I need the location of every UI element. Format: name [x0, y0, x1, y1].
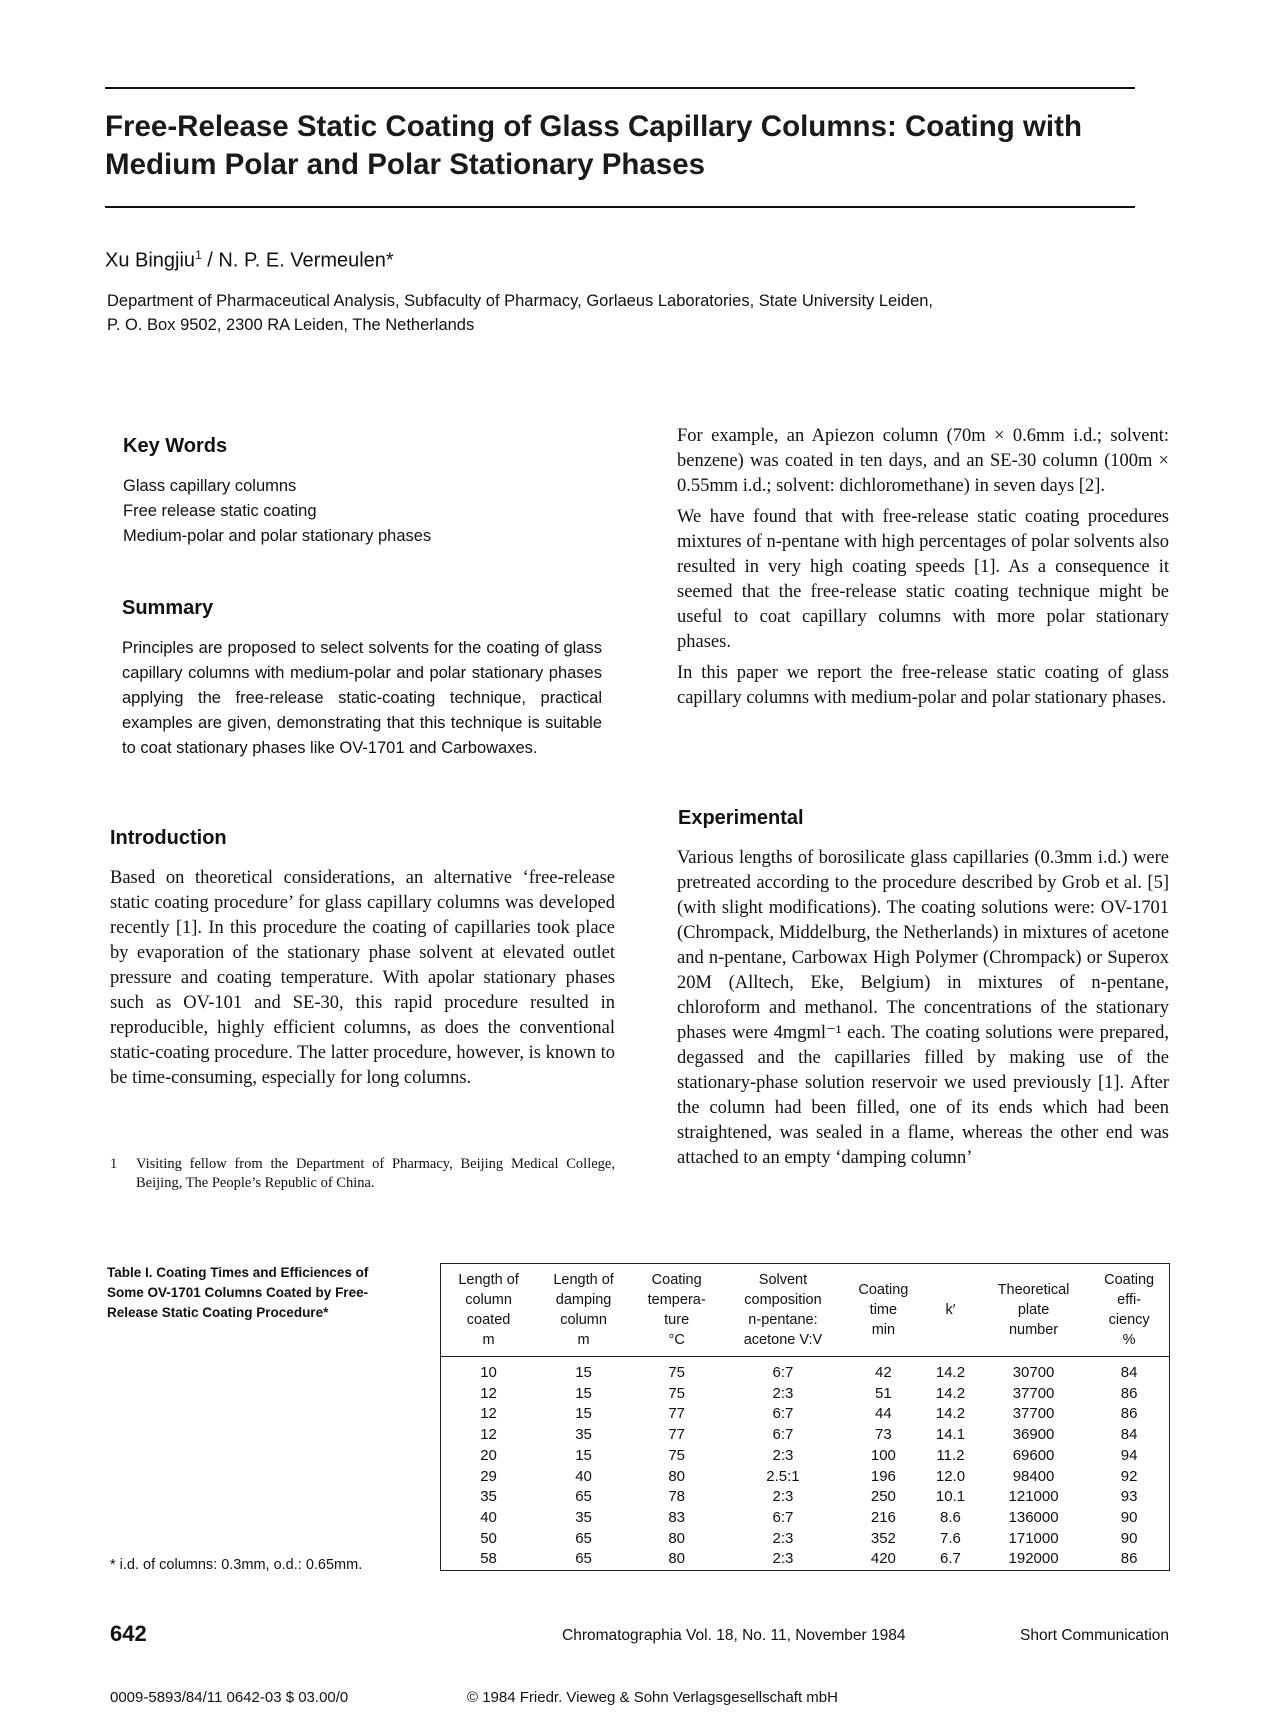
table-footnote: * i.d. of columns: 0.3mm, o.d.: 0.65mm.: [110, 1557, 363, 1573]
header-line: damping: [555, 1292, 612, 1308]
introduction-heading: Introduction: [110, 827, 227, 849]
table-cell: 15: [575, 1405, 592, 1423]
header-line: n-pentane:: [748, 1312, 818, 1328]
header-line: Coating: [1104, 1272, 1155, 1288]
header-line: %: [1122, 1332, 1136, 1348]
table-header-cell: [1089, 1264, 1169, 1357]
table-header-cell: [631, 1264, 722, 1357]
paragraph: For example, an Apiezon column (70m × 0.6mm i.d.; solvent: benzene) was coated in ten days, and an SE-30 column (100m × 0.55mm i.d.; solvent: dichloromethane) in seven days [2].: [677, 426, 1169, 496]
affiliation-line-2: P. O. Box 9502, 2300 RA Leiden, The Netherlands: [107, 316, 475, 334]
header-line: Coating: [858, 1282, 909, 1298]
table-cell: 2:3: [772, 1488, 794, 1506]
table-cell: 65: [575, 1529, 592, 1547]
experimental-heading: Experimental: [678, 807, 804, 829]
table-header-cell: [536, 1264, 631, 1357]
table-cell: 40: [480, 1508, 497, 1526]
table-cell: 14.2: [935, 1405, 966, 1423]
table-cell: 6.7: [940, 1550, 961, 1568]
table-row: [441, 1384, 1170, 1405]
table-cell: 14.1: [935, 1426, 966, 1444]
table-header-cell: [978, 1264, 1089, 1357]
title-bottom-rule: [105, 206, 1135, 208]
table-header-cell: [923, 1264, 978, 1357]
table-cell: 78: [668, 1488, 685, 1506]
table-caption: [107, 1263, 397, 1323]
article-type: Short Communication: [1020, 1627, 1170, 1644]
header-line: ture: [664, 1312, 690, 1328]
header-line: tempera-: [647, 1292, 706, 1308]
table-cell: 83: [668, 1508, 685, 1526]
introduction-text: Based on theoretical considerations, an alternative ‘free-release static coating procedure’ for glass capillary columns was developed recently [1]. In this procedure the coating of capillaries took place by evaporation of the stationary phase solvent at elevated outlet pressure and coating temperature. With apolar stationary phases such as OV-101 and SE-30, this rapid procedure resulted in reproducible, highly efficient columns, as does the conventional static-coating procedure. The latter procedure, however, is known to be time-consuming, especially for long columns.: [110, 868, 615, 1088]
experimental-text: Various lengths of borosilicate glass capillaries (0.3mm i.d.) were pretreated according to the procedure described by Grob et al. [5] (with slight modifications). The coating solutions were: OV-1701 (Chrompack, Middelburg, the Netherlands) in mixtures of acetone and n-pentane, Carbowax High Polymer (Chrompack) or Superox 20M (Alltech, Eke, Belgium) in mixtures of n-pentane, chloroform and methanol. The concentrations of the stationary phases were 4mgml⁻¹ each. The coating solutions were prepared, degassed and the capillaries filled by making use of the stationary-phase solution reservoir we used previously [1]. After the column had been filled, one of its ends which had been straightened, was sealed in a flame, whereas the other end was attached to an empty ‘damping column’: [677, 848, 1169, 1168]
header-line: Length of: [458, 1272, 519, 1288]
table-row: [441, 1549, 1170, 1570]
table-cell: 250: [870, 1488, 896, 1506]
table-cell: 86: [1120, 1384, 1138, 1402]
table-row: [441, 1357, 1170, 1384]
footnote-number: 1: [110, 1156, 118, 1172]
table-cell: 77: [668, 1426, 685, 1444]
article-title: Free-Release Static Coating of Glass Capillary Columns: Coating with Medium Polar and Polar Stationary Phases: [105, 110, 1082, 181]
key-word-item: Medium-polar and polar stationary phases: [123, 527, 432, 545]
right-column-intro: [677, 424, 1169, 717]
affiliation-line-1: Department of Pharmaceutical Analysis, Subfaculty of Pharmacy, Gorlaeus Laboratories, State University Leiden,: [107, 292, 934, 310]
table-cell: 192000: [1008, 1550, 1059, 1568]
table-cell: 2:3: [772, 1529, 794, 1547]
table-cell: 51: [875, 1384, 892, 1402]
key-words-heading: Key Words: [123, 435, 228, 457]
header-line: min: [871, 1322, 896, 1338]
table-cell: 8.6: [940, 1508, 961, 1526]
author-1-footnote-mark: 1: [195, 248, 202, 262]
author-footnote: [110, 1155, 615, 1193]
table-cell: 15: [575, 1364, 592, 1381]
table-cell: 65: [575, 1550, 592, 1568]
header-line: number: [1008, 1322, 1059, 1338]
table-header-row: [441, 1264, 1170, 1357]
table-cell: 2:3: [772, 1384, 794, 1402]
table-cell: 58: [480, 1550, 497, 1568]
table-cell: 12: [480, 1426, 497, 1444]
header-line: composition: [744, 1292, 822, 1308]
header-line: column: [560, 1312, 607, 1328]
table-row: [441, 1487, 1170, 1508]
table-cell: 196: [870, 1467, 896, 1485]
table-cell: 94: [1120, 1446, 1138, 1464]
header-line: k′: [945, 1302, 956, 1318]
header-line: m: [482, 1332, 495, 1348]
table-cell: 216: [870, 1508, 896, 1526]
table-header-cell: [441, 1264, 537, 1357]
table-cell: 14.2: [935, 1364, 966, 1381]
key-word-item: Glass capillary columns: [123, 477, 297, 495]
table-cell: 75: [668, 1446, 685, 1464]
header-line: plate: [1017, 1302, 1050, 1318]
table-cell: 35: [575, 1508, 592, 1526]
table-cell: 75: [668, 1384, 685, 1402]
table-cell: 73: [875, 1426, 892, 1444]
header-line: Theoretical: [997, 1282, 1070, 1298]
table-cell: 171000: [1008, 1529, 1059, 1547]
table-cell: 86: [1120, 1550, 1138, 1568]
table-cell: 84: [1120, 1364, 1138, 1381]
table-cell: 65: [575, 1488, 592, 1506]
table-cell: 37700: [1012, 1405, 1055, 1423]
author-separator: /: [201, 249, 219, 272]
table-cell: 12.0: [935, 1467, 966, 1485]
footnote-text: Visiting fellow from the Department of Pharmacy, Beijing Medical College, Beijing, The People’s Republic of China.: [136, 1156, 615, 1191]
table-cell: 75: [668, 1364, 685, 1381]
table-cell: 93: [1120, 1488, 1138, 1506]
table-cell: 80: [668, 1467, 685, 1485]
table-row: [441, 1446, 1170, 1467]
table-cell: 12: [480, 1384, 497, 1402]
author-1: Xu Bingjiu: [105, 249, 196, 272]
header-line: m: [577, 1332, 590, 1348]
table-cell: 352: [870, 1529, 896, 1547]
key-word-item: Free release static coating: [123, 502, 317, 520]
key-words-list: [123, 474, 431, 549]
paragraph: In this paper we report the free-release static coating of glass capillary columns with medium-polar and polar stationary phases.: [677, 663, 1169, 708]
table-cell: 2:3: [772, 1446, 794, 1464]
paragraph: We have found that with free-release static coating procedures mixtures of n-pentane with high percentages of polar solvents also resulted in very high coating speeds [1]. As a consequence it seemed that the free-release static coating technique might be useful to coat capillary columns with more polar stationary phases.: [677, 507, 1169, 652]
table-cell: 100: [870, 1446, 896, 1464]
author-2: N. P. E. Vermeulen*: [218, 249, 394, 272]
issn-price: 0009-5893/84/11 0642-03 $ 03.00/0: [110, 1689, 349, 1706]
table-row: [441, 1404, 1170, 1425]
table-cell: 7.6: [940, 1529, 961, 1547]
table-header-cell: [844, 1264, 923, 1357]
journal-citation: Chromatographia Vol. 18, No. 11, November 1984: [562, 1627, 906, 1644]
table-cell: 90: [1120, 1529, 1138, 1547]
table-cell: 30700: [1012, 1364, 1055, 1381]
table-cell: 35: [480, 1488, 497, 1506]
table-cell: 6:7: [772, 1426, 794, 1444]
table-cell: 80: [668, 1529, 685, 1547]
table-row: [441, 1529, 1170, 1550]
table-cell: 80: [668, 1550, 685, 1568]
table-cell: 15: [575, 1384, 592, 1402]
header-line: °C: [668, 1332, 685, 1348]
table-cell: 69600: [1012, 1446, 1055, 1464]
table-cell: 44: [875, 1405, 892, 1423]
table-cell: 86: [1120, 1405, 1138, 1423]
table-cell: 14.2: [935, 1384, 966, 1402]
table-cell: 50: [480, 1529, 497, 1547]
table-cell: 420: [870, 1550, 896, 1568]
table-row: [441, 1425, 1170, 1446]
table-caption-label: Table I.: [107, 1265, 153, 1280]
header-line: Length of: [553, 1272, 614, 1288]
table-cell: 90: [1120, 1508, 1138, 1526]
header-line: effi-: [1117, 1292, 1142, 1308]
table-header-cell: [722, 1264, 843, 1357]
header-line: acetone V:V: [743, 1332, 823, 1348]
table-cell: 15: [575, 1446, 592, 1464]
table-cell: 40: [575, 1467, 592, 1485]
table-caption-text: Coating Times and Efficiences of Some OV-1701 Columns Coated by Free-Release Static Coating Procedure*: [107, 1265, 369, 1320]
table-cell: 77: [668, 1405, 685, 1423]
header-line: Coating: [651, 1272, 702, 1288]
table-cell: 10.1: [935, 1488, 966, 1506]
affiliation: [107, 289, 1137, 337]
table-cell: 6:7: [772, 1364, 794, 1381]
table-cell: 12: [480, 1405, 497, 1423]
author-line: [105, 248, 394, 273]
table-cell: 29: [480, 1467, 497, 1485]
summary-text: Principles are proposed to select solvents for the coating of glass capillary columns with medium-polar and polar stationary phases applying the free-release static-coating technique, practical examples are given, demonstrating that this technique is suitable to coat stationary phases like OV-1701 and Carbowaxes.: [122, 639, 602, 757]
table-row: [441, 1508, 1170, 1529]
header-line: time: [869, 1302, 898, 1318]
table-cell: 6:7: [772, 1508, 794, 1526]
header-line: Solvent: [758, 1272, 808, 1288]
table-cell: 42: [875, 1364, 892, 1381]
table-cell: 84: [1120, 1426, 1138, 1444]
table-cell: 121000: [1008, 1488, 1059, 1506]
table-cell: 136000: [1008, 1508, 1059, 1526]
table-cell: 2.5:1: [766, 1467, 800, 1485]
table-row: [441, 1467, 1170, 1488]
table-cell: 37700: [1012, 1384, 1055, 1402]
table-cell: 20: [480, 1446, 497, 1464]
table-cell: 98400: [1012, 1467, 1055, 1485]
table-cell: 6:7: [772, 1405, 794, 1423]
summary-heading: Summary: [122, 597, 214, 619]
header-line: coated: [466, 1312, 511, 1328]
coating-times-table: [440, 1263, 1170, 1571]
table-cell: 35: [575, 1426, 592, 1444]
table-cell: 92: [1120, 1467, 1138, 1485]
table-cell: 2:3: [772, 1550, 794, 1568]
copyright-notice: © 1984 Friedr. Vieweg & Sohn Verlagsgesellschaft mbH: [467, 1689, 838, 1706]
header-line: ciency: [1108, 1312, 1150, 1328]
table-cell: 36900: [1012, 1426, 1055, 1444]
top-rule: [105, 87, 1135, 89]
page-number: 642: [110, 1621, 147, 1646]
table-body: [441, 1357, 1170, 1571]
table-cell: 11.2: [936, 1446, 965, 1464]
header-line: column: [465, 1292, 512, 1308]
table-cell: 10: [480, 1364, 497, 1381]
